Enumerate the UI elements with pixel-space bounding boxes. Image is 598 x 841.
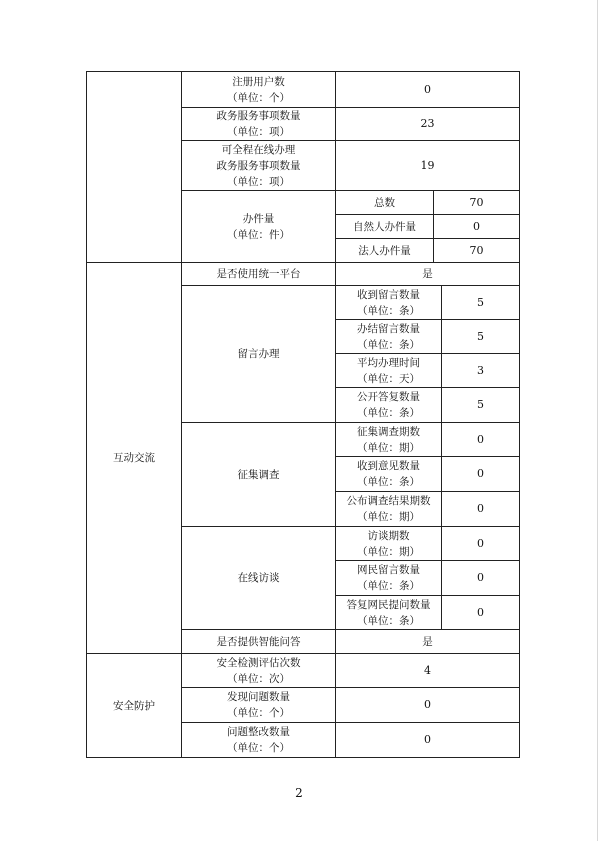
gov-items-value: 23 xyxy=(335,107,520,141)
handling-natural-value: 0 xyxy=(433,214,520,239)
answer-value: 0 xyxy=(441,595,520,630)
reg-users-label: 注册用户数 （单位：个） xyxy=(181,71,336,108)
results-label: 公布调查结果期数 （单位：期） xyxy=(335,491,442,527)
received-msg-value: 5 xyxy=(441,285,520,320)
interview-label: 在线访谈 xyxy=(181,526,336,630)
public-reply-value: 5 xyxy=(441,387,520,423)
handling-legal-label: 法人办件量 xyxy=(335,238,434,263)
fixed-value: 0 xyxy=(335,722,520,758)
page-number: 2 xyxy=(295,786,303,800)
reg-users-value: 0 xyxy=(335,71,520,108)
interview-periods-label: 访谈期数 （单位：期） xyxy=(335,526,442,561)
smart-qa-label: 是否提供智能问答 xyxy=(181,629,336,654)
opinions-label: 收到意见数量 （单位：条） xyxy=(335,456,442,492)
smart-qa-value: 是 xyxy=(335,629,520,654)
handling-total-value: 70 xyxy=(433,190,520,215)
survey-periods-label: 征集调查期数 （单位：期） xyxy=(335,422,442,457)
survey-label: 征集调查 xyxy=(181,422,336,527)
fixed-label: 问题整改数量 （单位：个） xyxy=(181,722,336,758)
section-cell-top xyxy=(86,71,182,263)
security-section: 安全防护 xyxy=(86,653,182,758)
public-reply-label: 公开答复数量 （单位：条） xyxy=(335,387,442,423)
unified-platform-label: 是否使用统一平台 xyxy=(181,262,336,286)
opinions-value: 0 xyxy=(441,456,520,492)
done-msg-value: 5 xyxy=(441,319,520,354)
eval-value: 4 xyxy=(335,653,520,688)
interview-periods-value: 0 xyxy=(441,526,520,561)
handling-label: 办件量 （单位：件） xyxy=(181,190,336,263)
survey-periods-value: 0 xyxy=(441,422,520,457)
online-items-label: 可全程在线办理 政务服务事项数量 （单位：项） xyxy=(181,140,336,191)
results-value: 0 xyxy=(441,491,520,527)
found-value: 0 xyxy=(335,687,520,723)
avg-time-label: 平均办理时间 （单位：天） xyxy=(335,353,442,388)
handling-legal-value: 70 xyxy=(433,238,520,263)
avg-time-value: 3 xyxy=(441,353,520,388)
eval-label: 安全检测评估次数 （单位：次） xyxy=(181,653,336,688)
message-handling-label: 留言办理 xyxy=(181,285,336,423)
netizen-msg-value: 0 xyxy=(441,560,520,596)
found-label: 发现问题数量 （单位：个） xyxy=(181,687,336,723)
handling-total-label: 总数 xyxy=(335,190,434,215)
received-msg-label: 收到留言数量 （单位：条） xyxy=(335,285,442,320)
unified-platform-value: 是 xyxy=(335,262,520,286)
stats-table xyxy=(86,71,520,758)
online-items-value: 19 xyxy=(335,140,520,191)
handling-natural-label: 自然人办件量 xyxy=(335,214,434,239)
answer-label: 答复网民提问数量 （单位：条） xyxy=(335,595,442,630)
netizen-msg-label: 网民留言数量 （单位：条） xyxy=(335,560,442,596)
interaction-section: 互动交流 xyxy=(86,262,182,654)
gov-items-label: 政务服务事项数量 （单位：项） xyxy=(181,107,336,141)
done-msg-label: 办结留言数量 （单位：条） xyxy=(335,319,442,354)
